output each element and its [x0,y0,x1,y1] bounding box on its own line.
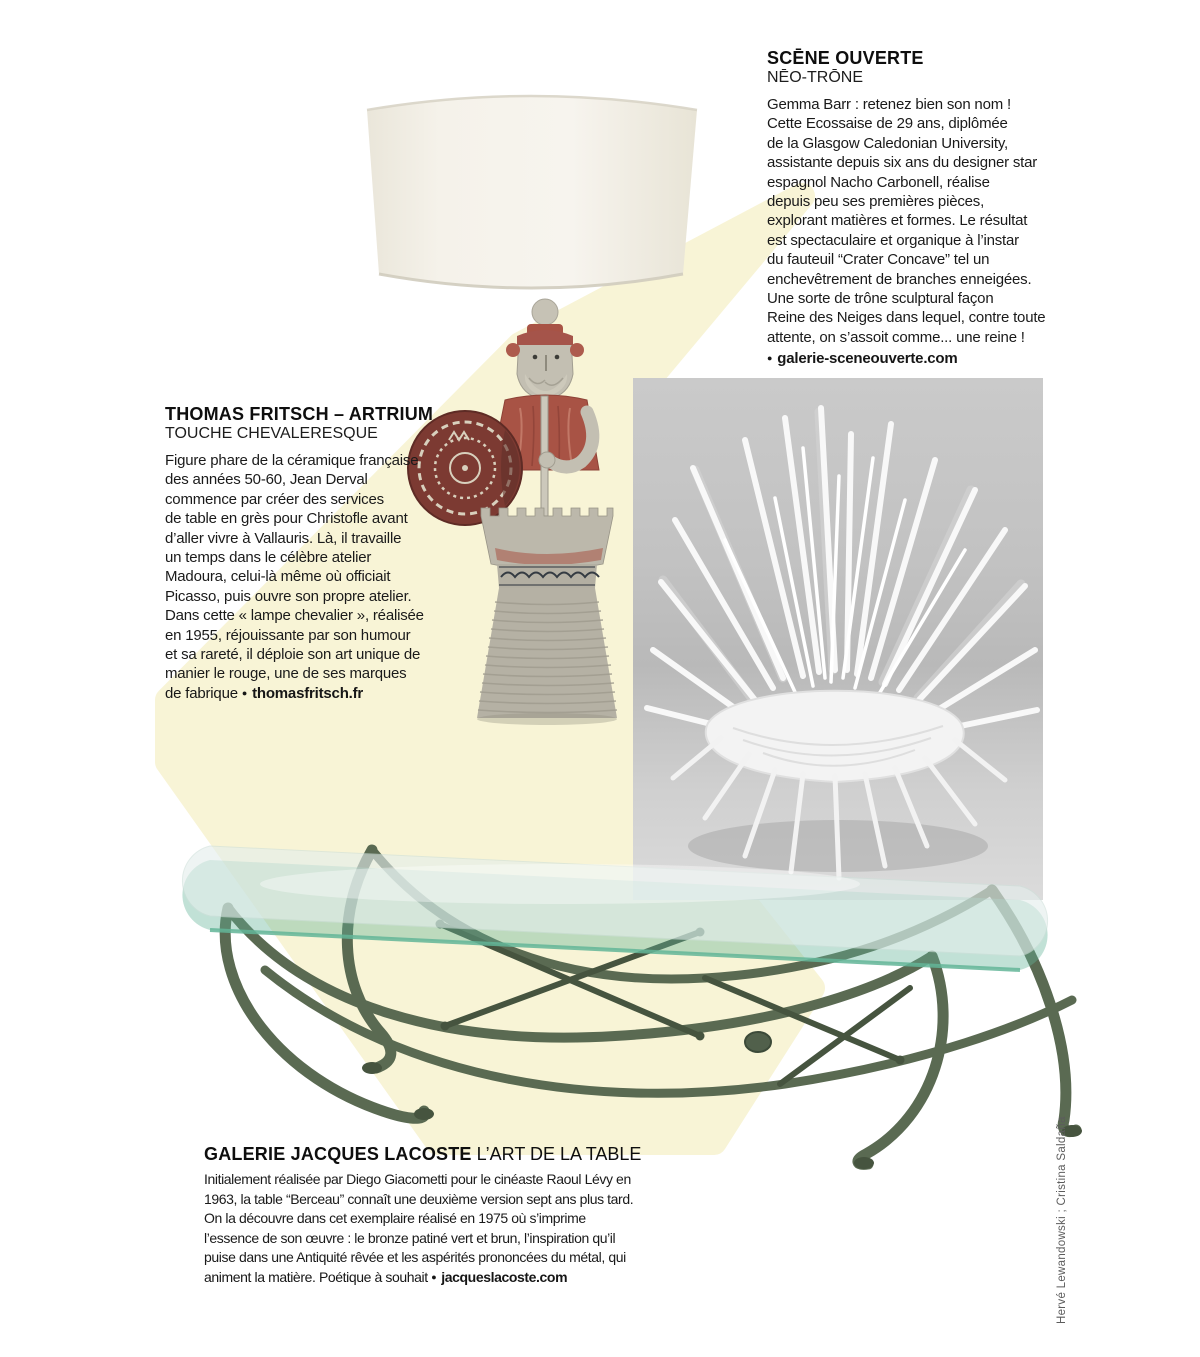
section-thomas-fritsch [165,404,485,703]
section-title [204,1144,744,1164]
section-subtitle: L’ART DE LA TABLE [471,1144,642,1164]
text-line: Dans cette « lampe chevalier », réalisée [165,607,424,625]
section-title: THOMAS FRITSCH – ARTRIUM [165,404,434,424]
text-line: 1963, la table “Berceau” connaît une deuxième version sept ans plus tard. [204,1190,634,1207]
text-line: est spectaculaire et organique à l’instar [767,231,1019,249]
text-line: puise dans une Antiquité rêvée et les aspérités prononcées du métal, qui [204,1249,626,1265]
text-line: Cette Ecossaise de 29 ans, diplômée [767,115,1008,133]
text-line: commence par créer des services [165,490,384,508]
gallery-name: GALERIE JACQUES LACOSTE [204,1144,472,1164]
body-text [767,95,1117,347]
text-line: l’essence de son œuvre : le bronze patiné vert et brun, l’inspiration qu’il [204,1229,616,1246]
text-line: depuis peu ses premières pièces, [767,193,985,211]
body-text [165,451,485,684]
text-line: Figure phare de la céramique française [165,452,419,469]
text-line: Une sorte de trône sculptural façon [767,290,994,308]
link-line [165,684,485,703]
bullet-icon: ● [241,687,248,698]
link-prefix: de fabrique [165,684,242,702]
text-line: Initialement réalisée par Diego Giacometti pour le cinéaste Raoul Lévy en [204,1171,631,1187]
text-line: de table en grès pour Christofle avant [165,510,408,528]
section-title: SCĒNE OUVERTE [767,48,924,68]
text-line: attente, on s’assoit comme... une reine ! [767,328,1025,346]
table-photo [140,828,1090,1180]
throne-photo [633,378,1043,900]
text-line: Madoura, celui-là même où officiait [165,568,391,586]
helmet-brim [517,330,573,345]
text-line: Reine des Neiges dans lequel, contre toute [767,309,1046,327]
text-line: un temps dans le célèbre atelier [165,549,372,567]
throne-seat [706,691,964,782]
bullet-icon: ● [767,353,773,364]
text-line: en 1955, réjouissante par son humour [165,626,411,644]
text-line: manier le rouge, une de ses marques [165,665,407,683]
finial [532,299,558,325]
throne-chair [633,378,1043,900]
link-line [767,349,1117,368]
link-line [204,1268,744,1287]
text-line: Picasso, puis ouvre son propre atelier. [165,587,412,605]
lampshade [367,96,697,288]
text-line: explorant matières et formes. Le résultat [767,212,1028,230]
text-line: On la découvre dans cet exemplaire réalisé en 1975 où s’imprime [204,1210,586,1226]
text-line: enchevêtrement de branches enneigées. [767,270,1032,288]
website-link[interactable]: thomasfritsch.fr [252,684,364,702]
section-scene-ouverte [767,48,1117,369]
glass-top [182,846,1047,970]
section-jacques-lacoste [204,1144,744,1287]
text-line: Gemma Barr : retenez bien son nom ! [767,96,1011,113]
hand [539,452,555,468]
text-line: espagnol Nacho Carbonell, réalise [767,173,990,191]
link-prefix: animent la matière. Poétique à souhait [204,1268,432,1285]
tower-base [477,588,617,718]
body-text [204,1170,744,1268]
text-line: et sa rareté, il déploie son art unique de [165,646,421,664]
text-line: des années 50-60, Jean Derval [165,471,368,489]
website-link[interactable]: galerie-sceneouverte.com [777,350,958,368]
photo-credit: Hervé Lewandowski ; Cristina Saldaña [1056,1116,1068,1324]
text-line: de la Glasgow Caledonian University, [767,134,1008,152]
website-link[interactable]: jacqueslacoste.com [441,1268,568,1285]
text-line: du fauteuil “Crater Concave” tel un [767,251,990,269]
bullet-icon: ● [431,1271,437,1282]
section-subtitle: NĒO-TRŌNE [767,69,863,86]
section-subtitle: TOUCHE CHEVALERESQUE [165,425,378,442]
text-line: d’aller vivre à Vallauris. Là, il travaille [165,529,402,547]
text-line: assistante depuis six ans du designer star [767,154,1038,172]
